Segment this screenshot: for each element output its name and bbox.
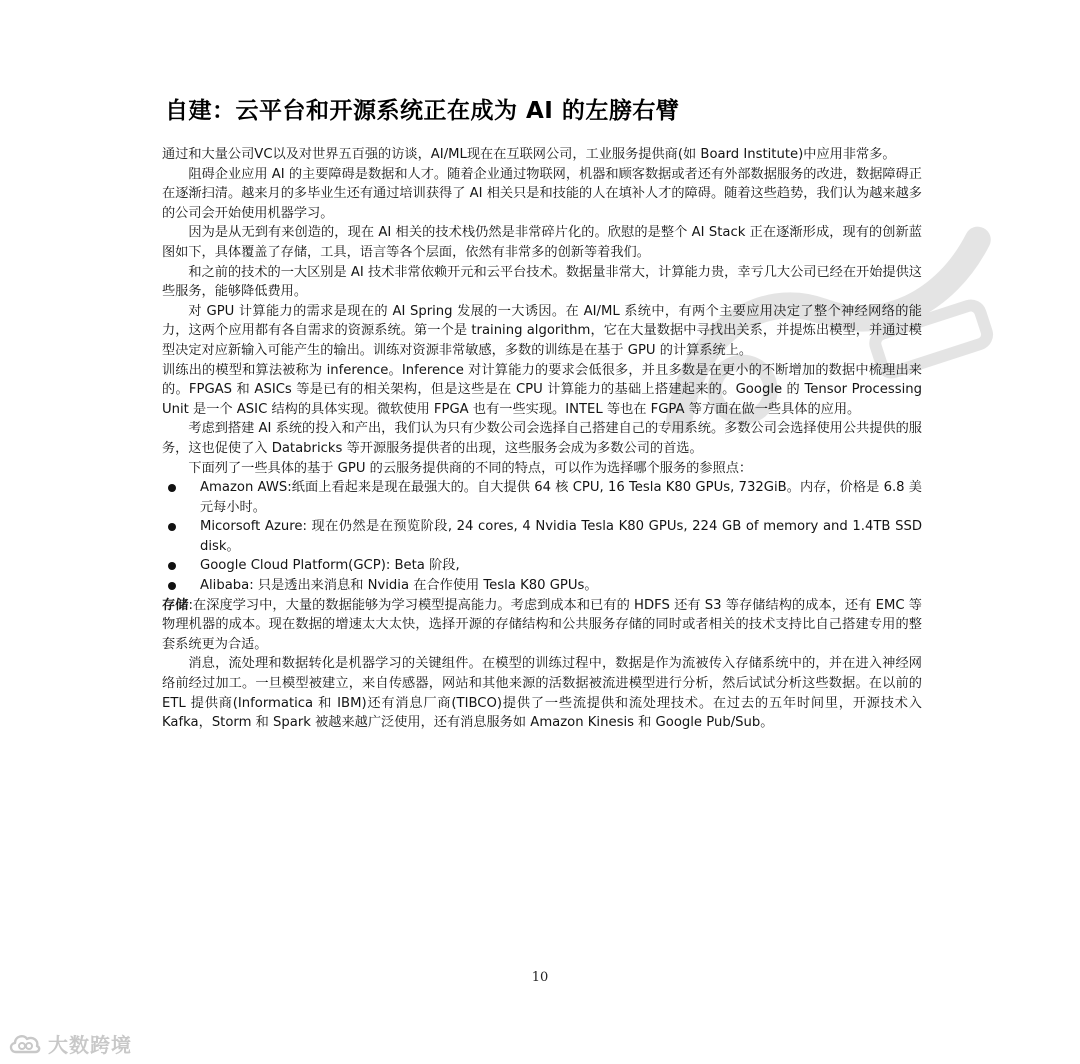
gpu-provider-list — [162, 478, 922, 596]
list-item — [162, 576, 922, 596]
page-title: 自建：云平台和开源系统正在成为 AI 的左膀右臂 — [165, 98, 680, 124]
paragraph-tech-stack: 因为是从无到有来创造的，现在 AI 相关的技术栈仍然是非常碎片化的。欣慰的是整个 AI Stack 正在逐渐形成，现有的创新蓝图如下，具体覆盖了存储，工具，语言等各个层面，依然有非常多的创新等着我们。 — [162, 225, 922, 260]
paragraph-gpu-demand: 对 GPU 计算能力的需求是现在的 AI Spring 发展的一大诱因。在 AI/ML 系统中，有两个主要应用决定了整个神经网络的能力，这两个应用都有各自需求的资源系统。第一个是 training algorithm，它在大量数据中寻找出关系，并提炼出模型，并通过模型决定对应新输入可能产生的输出。训练对资源非常敏感，多数的训练是在基于 GPU 的计算系统上。 — [162, 303, 922, 358]
cloud-logo-icon — [8, 1030, 42, 1056]
list-item-text: Amazon AWS:纸面上看起来是现在最强大的。自大提供 64 核 CPU, 16 Tesla K80 GPUs, 732GiB。内存，价格是 6.8 美元每小时。 — [200, 480, 922, 515]
corner-watermark-logo — [8, 1026, 132, 1060]
paragraph-provider-intro: 下面列了一些具体的基于 GPU 的云服务提供商的不同的特点，可以作为选择哪个服务的参照点： — [188, 460, 753, 476]
bullet-icon — [168, 562, 176, 570]
paragraph-build-vs-buy: 考虑到搭建 AI 系统的投入和产出，我们认为只有少数公司会选择自己搭建自己的专用系统。多数公司会选择使用公共提供的服务，这也促使了入 Databricks 等开源服务提供者的出现，这些服务会成为多数公司的首选。 — [162, 421, 922, 456]
list-item — [162, 517, 922, 556]
list-item — [162, 478, 922, 517]
page-number: 10 — [531, 970, 549, 985]
body-content — [162, 145, 922, 733]
corner-logo-text: 大数跨境 — [48, 1032, 132, 1057]
bullet-icon — [168, 523, 176, 531]
list-item-text: Alibaba: 只是透出来消息和 Nvidia 在合作使用 Tesla K80 GPUs。 — [200, 578, 598, 594]
list-item-text: Google Cloud Platform(GCP): Beta 阶段, — [200, 558, 460, 574]
bullet-icon — [168, 582, 176, 590]
storage-text: :在深度学习中，大量的数据能够为学习模型提高能力。考虑到成本和已有的 HDFS 还有 S3 等存储结构的成本，还有 EMC 等物理机器的成本。现在数据的增速太大太快，选择开源的存储结构和公共服务存储的同时或者相关的技术支持比自己搭建专用的整套系统更为合适。 — [162, 597, 922, 652]
paragraph-intro: 通过和大量公司VC以及对世界五百强的访谈，AI/ML现在在互联网公司，工业服务提供商(如 Board Institute)中应用非常多。 — [162, 147, 896, 162]
storage-label: 存储 — [162, 597, 189, 613]
paragraph-open-source: 和之前的技术的一大区别是 AI 技术非常依赖开元和云平台技术。数据量非常大，计算能力贵，幸亏几大公司已经在开始提供这些服务，能够降低费用。 — [162, 264, 922, 300]
paragraph-storage — [162, 596, 922, 655]
paragraph-obstacles: 阻碍企业应用 AI 的主要障碍是数据和人才。随着企业通过物联网，机器和顾客数据或者还有外部数据服务的改进，数据障碍正在逐渐扫清。越来月的多毕业生还有通过培训获得了 AI 相关只是和技能的人在填补人才的障碍。随着这些趋势，我们认为越来越多的公司会开始使用机器学习。 — [162, 166, 922, 221]
list-item — [162, 556, 922, 576]
paragraph-inference: 训练出的模型和算法被称为 inference。Inference 对计算能力的要求会低很多，并且多数是在更小的不断增加的数据中梳理出来的。FPGAS 和 ASICs 等是已有的相关架构，但是这些是在 CPU 计算能力的基础上搭建起来的。Google 的 Tensor Processing Unit 是一个 ASIC 结构的具体实现。微软使用 FPGA 也有一些实现。INTEL 等也在 FGPA 等方面在做一些具体的应用。 — [162, 362, 922, 417]
bullet-icon — [168, 484, 176, 492]
list-item-text: Micorsoft Azure: 现在仍然是在预览阶段, 24 cores, 4 Nvidia Tesla K80 GPUs, 224 GB of memory and 1.4TB SSD disk。 — [200, 519, 922, 554]
paragraph-streaming: 消息，流处理和数据转化是机器学习的关键组件。在模型的训练过程中，数据是作为流被传入存储系统中的，并在进入神经网络前经过加工。一旦模型被建立，来自传感器，网站和其他来源的活数据被流进模型进行分析，然后试试分析这些数据。在以前的 ETL 提供商(Informatica 和 IBM)还有消息厂商(TIBCO)提供了一些流提供和流处理技术。在过去的五年时间里，开源技术入 Kafka，Storm 和 Spark 被越来越广泛使用，还有消息服务如 Amazon Kinesis 和 Google Pub/Sub。 — [162, 656, 922, 731]
